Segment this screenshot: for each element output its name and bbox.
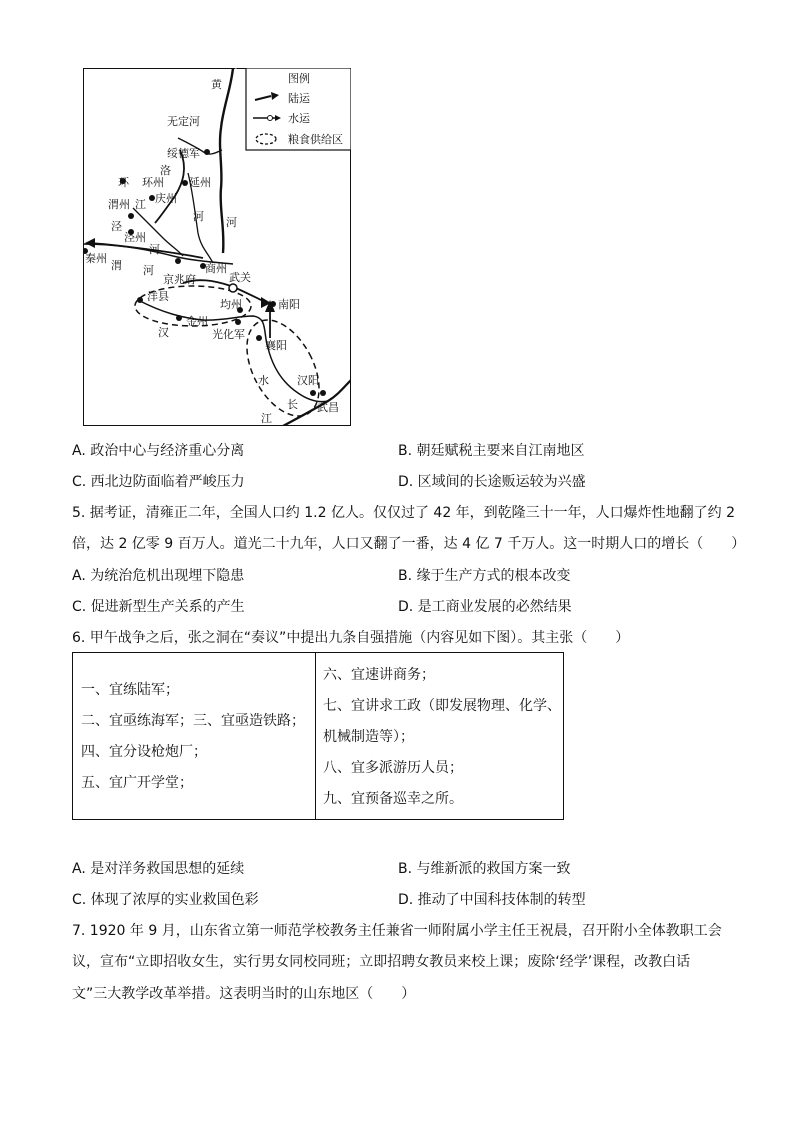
q6-option-a[interactable]: A. 是对洋务救国思想的延续 <box>72 861 245 877</box>
label-weizhou: 渭州 <box>108 198 130 211</box>
label-jinzhou: 金州 <box>186 315 208 328</box>
label-jingzhou: 泾州 <box>124 231 146 244</box>
legend-land: 陆运 <box>288 92 310 105</box>
label-jiang2: 江 <box>261 412 272 425</box>
label-chang: 长 <box>287 398 298 411</box>
label-shui: 水 <box>258 374 269 387</box>
label-guanghuajun: 光化军 <box>212 328 245 341</box>
legend-grain: 粮食供给区 <box>288 133 343 146</box>
label-qingzhou: 庆州 <box>155 192 177 205</box>
q4-option-c[interactable]: C. 西北边防面临着严峻压力 <box>72 474 245 490</box>
label-huang: 黄 <box>211 78 222 91</box>
label-junzhou: 均州 <box>220 298 242 311</box>
label-huan: 环 <box>118 176 129 189</box>
historical-map <box>83 68 351 426</box>
label-shangzhou: 商州 <box>205 262 227 275</box>
legend-title: 图例 <box>288 72 310 85</box>
label-suidejun: 绥德军 <box>167 147 200 160</box>
q6-option-c[interactable]: C. 体现了浓厚的实业救国色彩 <box>72 892 259 908</box>
label-luo: 洛 <box>160 164 171 177</box>
q6-measures-table <box>72 652 564 820</box>
q5-stem-line1: 5. 据考证，清雍正二年，全国人口约 1.2 亿人。仅仅过了 42 年，到乾隆三十一年，人口爆炸性地翻了约 2 <box>72 505 736 521</box>
label-jiang: 江 <box>135 198 146 211</box>
table-left-1: 一、宜练陆军； <box>81 682 179 698</box>
table-left-2: 二、宜亟练海军；三、宜亟造铁路； <box>81 713 305 729</box>
q6-option-b[interactable]: B. 与维新派的救国方案一致 <box>398 861 571 877</box>
q5-option-c[interactable]: C. 促进新型生产关系的产生 <box>72 599 245 615</box>
label-yanzhou: 延州 <box>189 176 211 189</box>
label-hanyang: 汉阳 <box>297 374 319 387</box>
q7-stem-line1: 7. 1920 年 9 月，山东省立第一师范学校教务主任兼省一师附属小学主任王祝晨，召开附小全体教职工会 <box>72 923 722 939</box>
label-han: 汉 <box>158 326 169 339</box>
table-right-1: 六、宜速讲商务； <box>323 667 435 683</box>
table-right-5: 九、宜预备巡幸之所。 <box>323 791 463 807</box>
label-jing: 泾 <box>111 220 122 233</box>
label-wudinghe: 无定河 <box>167 115 200 128</box>
label-wuguan: 武关 <box>229 271 251 284</box>
q6-stem: 6. 甲午战争之后，张之洞在“奏议”中提出九条自强措施（内容见如下图）。其主张（ ） <box>72 630 630 646</box>
q4-option-d[interactable]: D. 区域间的长途贩运较为兴盛 <box>398 474 586 490</box>
table-right-3: 机械制造等）； <box>323 729 414 745</box>
table-right-2: 七、宜讲求工政（即发展物理、化学、 <box>323 698 561 714</box>
label-qinzhou: 秦州 <box>85 252 107 265</box>
q4-option-a[interactable]: A. 政治中心与经济重心分离 <box>72 443 245 459</box>
label-nanyang: 南阳 <box>278 298 300 311</box>
q5-option-b[interactable]: B. 缘于生产方式的根本改变 <box>398 568 571 584</box>
q6-option-d[interactable]: D. 推动了中国科技体制的转型 <box>398 892 586 908</box>
legend-water: 水运 <box>288 112 310 125</box>
label-yangxian: 洋县 <box>147 290 169 303</box>
table-left-4: 五、宜广开学堂； <box>81 775 193 791</box>
label-xiangyang: 襄阳 <box>265 339 287 352</box>
label-wuchang: 武昌 <box>317 401 339 414</box>
label-he1: 河 <box>193 210 204 223</box>
label-he2: 河 <box>226 216 237 229</box>
q4-option-b[interactable]: B. 朝廷赋税主要来自江南地区 <box>398 443 585 459</box>
table-left-3: 四、宜分设枪炮厂； <box>81 744 207 760</box>
table-right-4: 八、宜多派游历人员； <box>323 760 463 776</box>
label-he3: 河 <box>149 243 160 256</box>
table-divider <box>315 653 316 819</box>
wuguan-marker <box>229 284 237 292</box>
q7-stem-line3: 文”三大教学改革举措。这表明当时的山东地区（ ） <box>72 986 416 1002</box>
q7-stem-line2: 议，宣布“立即招收女生，实行男女同校同班；立即招聘女教员来校上课；废除‘经学’课程，改教白话 <box>72 954 691 970</box>
q5-option-d[interactable]: D. 是工商业发展的必然结果 <box>398 599 572 615</box>
q5-stem-line2: 倍，达 2 亿零 9 百万人。道光二十九年，人口又翻了一番，达 4 亿 7 千万人。这一时期人口的增长（ ） <box>72 536 746 552</box>
q5-option-a[interactable]: A. 为统治危机出现埋下隐患 <box>72 568 245 584</box>
label-huanzhou: 环州 <box>142 176 164 189</box>
label-jingzhaofu: 京兆府 <box>163 273 196 286</box>
label-wei: 渭 <box>111 259 122 272</box>
label-he4: 河 <box>143 264 154 277</box>
